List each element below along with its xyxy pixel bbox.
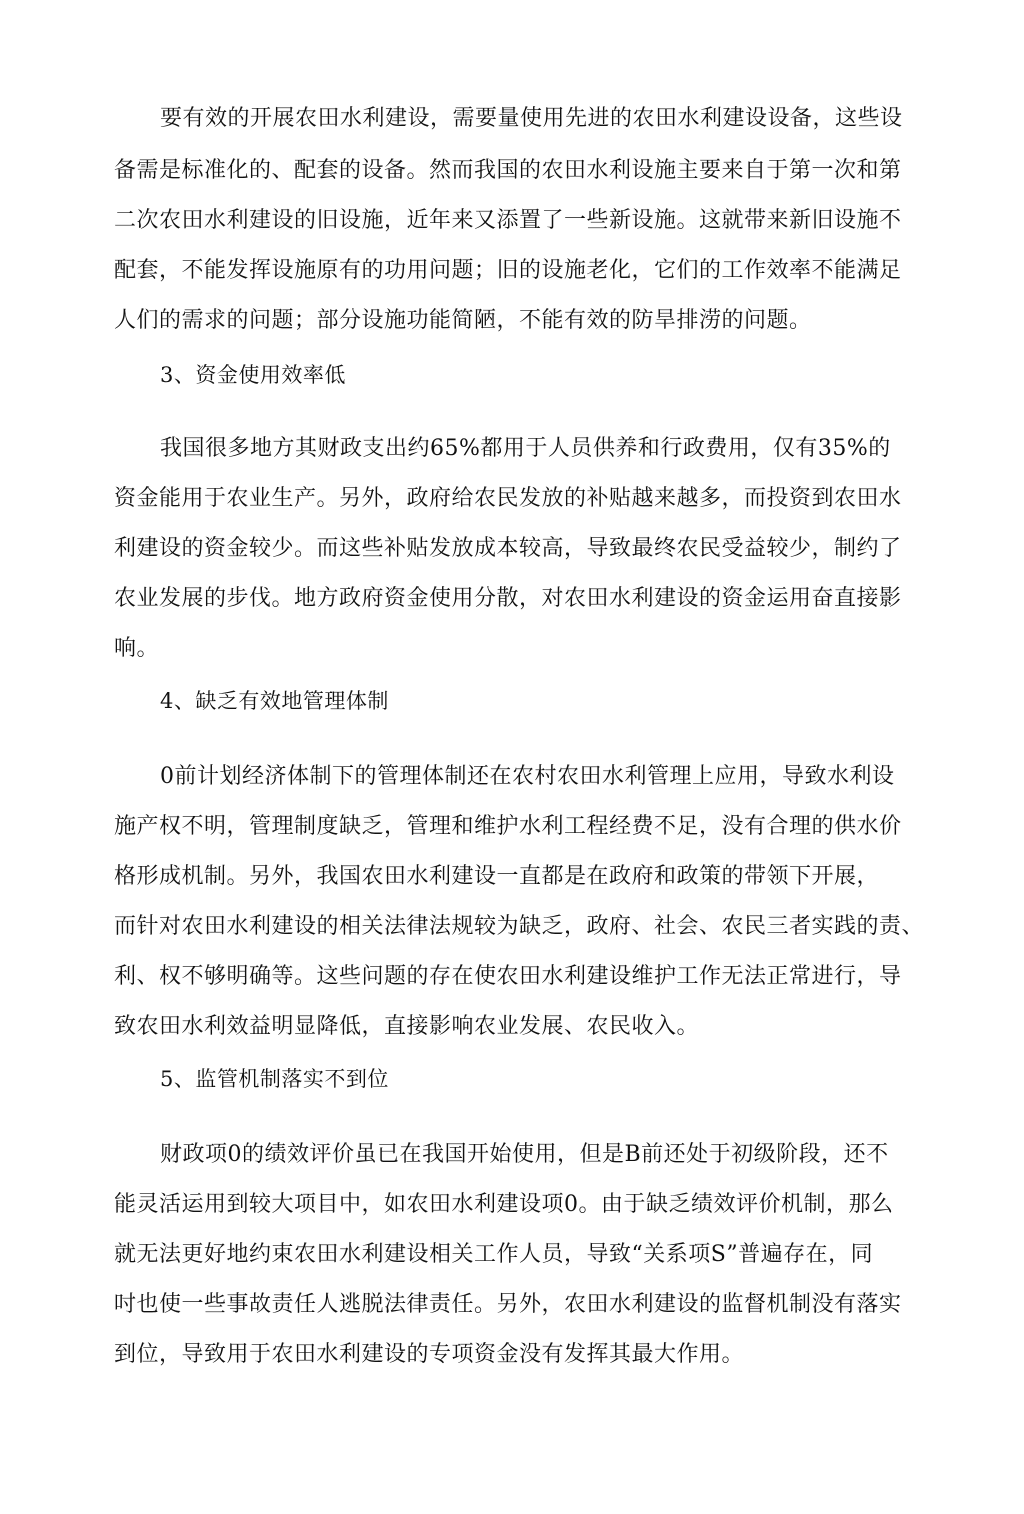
paragraph-4-line-5: 到位，导致用于农田水利建设的专项资金没有发挥其最大作用。 (114, 1342, 745, 1367)
paragraph-4-line-1: 财政项0的绩效评价虽已在我国开始使用，但是B前还处于初级阶段，还不 (160, 1142, 889, 1167)
paragraph-3-line-4: 而针对农田水利建设的相关法律法规较为缺乏，政府、社会、农民三者实践的责、 (114, 914, 925, 939)
paragraph-3-line-1: 0前计划经济体制下的管理体制还在农村农田水利管理上应用，导致水利设 (160, 764, 895, 789)
paragraph-3-line-5: 利、权不够明确等。这些问题的存在使农田水利建设维护工作无法正常进行，导 (114, 964, 902, 989)
paragraph-4-line-4: 吋也使一些事故责任人逃脱法律责任。另外，农田水利建设的监督机制没有落实 (114, 1292, 902, 1317)
paragraph-3-line-6: 致农田水利效益明显降低，直接影响农业发展、农民收入。 (114, 1014, 700, 1039)
section-heading-4: 4、缺乏有效地管理体制 (160, 689, 389, 713)
paragraph-2-line-3: 利建设的资金较少。而这些补贴发放成本较高，导致最终农民受益较少，制约了 (114, 536, 902, 561)
paragraph-4-line-3: 就无法更好地约束农田水利建设相关工作人员，导致“关系项S”普遍存在，同 (114, 1242, 874, 1267)
paragraph-1-line-3: 二次农田水利建设的旧设施，近年来又添置了一些新设施。这就带来新旧设施不 (114, 208, 902, 233)
paragraph-2-line-5: 响。 (114, 636, 160, 661)
paragraph-2-line-1: 我国很多地方其财政支出约65%都用于人员供养和行政费用，仅有35%的 (160, 436, 891, 461)
paragraph-2-line-2: 资金能用于农业生产。另外，政府给农民发放的补贴越来越多，而投资到农田水 (114, 486, 902, 511)
paragraph-1-line-4: 配套，不能发挥设施原有的功用问题；旧的设施老化，它们的工作效率不能满足 (114, 258, 902, 283)
section-heading-5: 5、监管机制落实不到位 (160, 1067, 389, 1091)
paragraph-3-line-2: 施产权不明，管理制度缺乏，管理和维护水利工程经费不足，没有合理的供水价 (114, 814, 902, 839)
paragraph-2-line-4: 农业发展的步伐。地方政府资金使用分散，对农田水利建设的资金运用奋直接影 (114, 586, 902, 611)
paragraph-3-line-3: 格形成机制。另外，我国农田水利建设一直都是在政府和政策的带领下开展， (114, 864, 880, 889)
section-heading-3: 3、资金使用效率低 (160, 363, 346, 387)
paragraph-1-line-5: 人们的需求的问题；部分设施功能简陋，不能有效的防旱排涝的问题。 (114, 308, 812, 333)
paragraph-4-line-2: 能灵活运用到较大项目中，如农田水利建设项0。由于缺乏绩效评价机制，那么 (114, 1192, 894, 1217)
paragraph-1-line-1: 要有效的开展农田水利建设，需要量使用先进的农田水利建设设备，这些设 (160, 106, 903, 131)
paragraph-1-line-2: 备需是标准化的、配套的设备。然而我国的农田水利设施主要来自于第一次和第 (114, 158, 902, 183)
